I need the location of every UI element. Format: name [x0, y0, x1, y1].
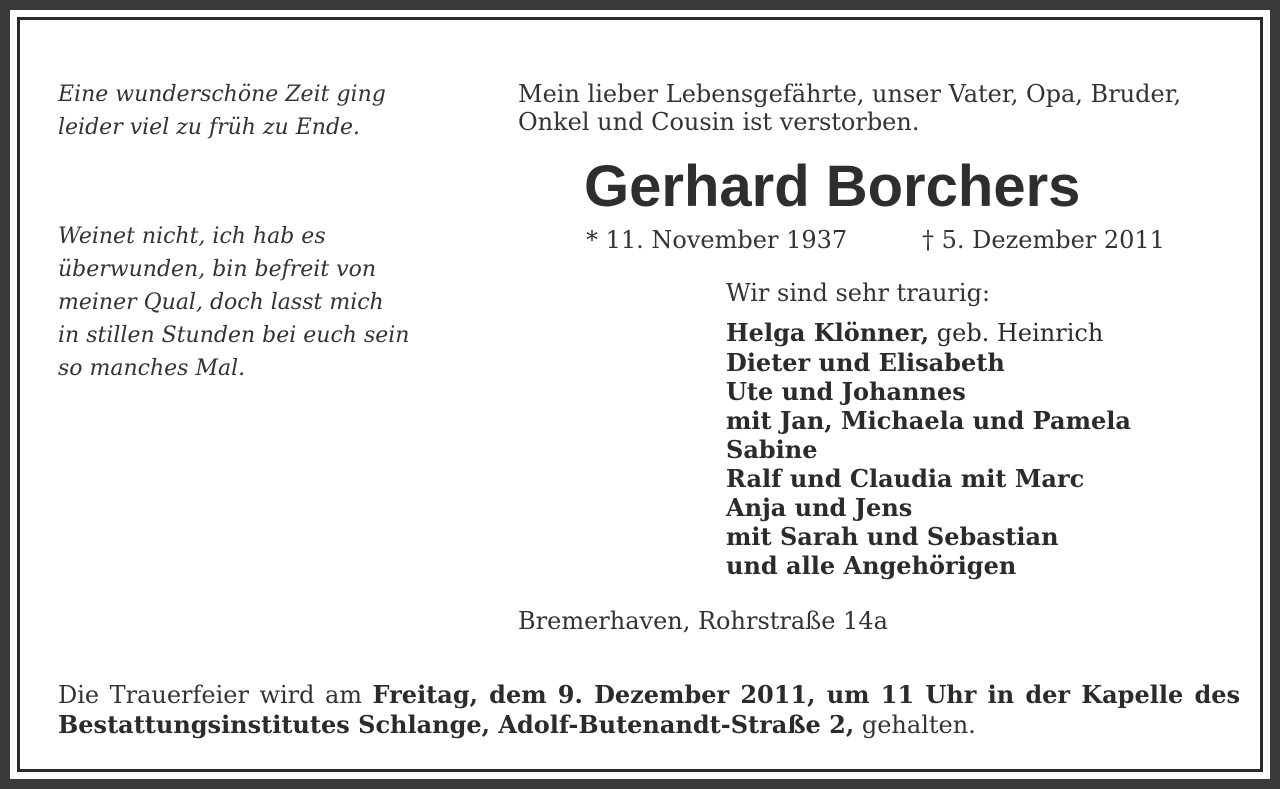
family-member: Dieter und Elisabeth — [726, 348, 1005, 377]
family-member-name: Helga Klönner, — [726, 318, 930, 347]
family-member: mit Jan, Michaela und Pamela — [726, 406, 1131, 435]
family-member: Ralf und Claudia mit Marc — [726, 464, 1085, 493]
service-announcement — [58, 680, 1240, 740]
mourning-line: Wir sind sehr traurig: — [726, 279, 991, 307]
service-details: Freitag, dem 9. Dezember 2011, um 11 Uhr in der Kapelle des Bestattungsinstitutes Schlange, Adolf-Butenandt-Straße 2, — [58, 680, 1241, 739]
family-member: Sabine — [726, 435, 818, 464]
family-member: und alle Angehörigen — [726, 551, 1017, 580]
address: Bremerhaven, Rohrstraße 14a — [518, 607, 888, 635]
deceased-name: Gerhard Borchers — [584, 154, 1081, 219]
family-member-maiden-name: geb. Heinrich — [929, 319, 1104, 347]
family-member — [726, 318, 1131, 348]
obituary-notice — [10, 10, 1270, 779]
birth-date: * 11. November 1937 — [586, 226, 848, 254]
service-prefix: Die Trauerfeier wird am — [58, 681, 373, 709]
family-member: Anja und Jens — [726, 493, 913, 522]
quote-top: Eine wunderschöne Zeit ging leider viel zu früh zu Ende. — [58, 82, 386, 140]
intro-text: Mein lieber Lebensgefährte, unser Vater, Opa, Bruder, Onkel und Cousin ist verstorben. — [518, 80, 1182, 136]
family-member: mit Sarah und Sebastian — [726, 522, 1059, 551]
service-suffix: gehalten. — [854, 711, 976, 739]
notice-border — [17, 17, 1263, 772]
death-date: † 5. Dezember 2011 — [922, 226, 1165, 254]
family-member: Ute und Johannes — [726, 377, 966, 406]
quote-poem: Weinet nicht, ich hab es überwunden, bin befreit von meiner Qual, doch lasst mich in stillen Stunden bei euch sein so manches Mal. — [58, 224, 410, 381]
family-list — [726, 318, 1131, 580]
